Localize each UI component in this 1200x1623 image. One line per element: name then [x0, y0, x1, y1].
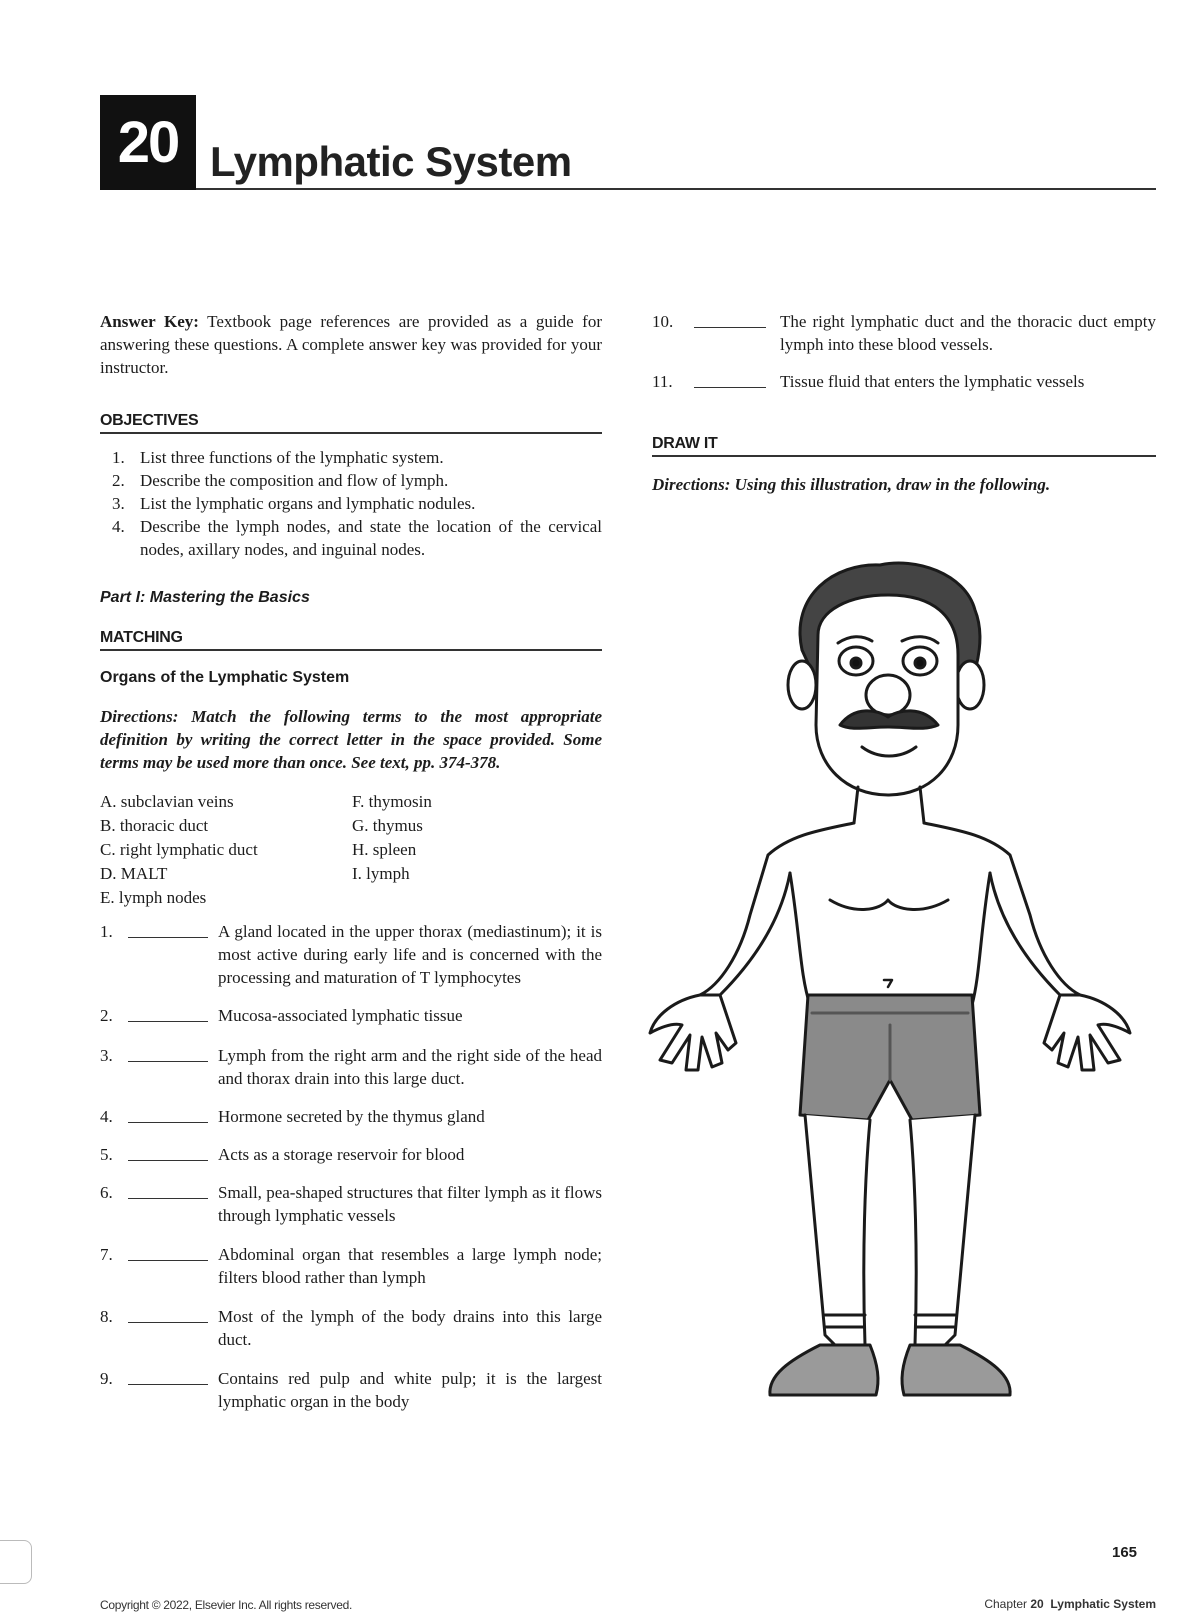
question-item	[100, 1181, 602, 1227]
term-item: H. spleen	[352, 840, 417, 859]
objective-item	[100, 515, 602, 561]
term-column-right	[352, 790, 432, 886]
answer-blank[interactable]	[128, 1021, 208, 1022]
question-text: The right lymphatic duct and the thoracic duct empty lymph into these blood vessels.	[780, 312, 1156, 354]
hand-right	[1044, 995, 1130, 1070]
shoe-right	[902, 1345, 1010, 1395]
objective-item	[100, 469, 602, 492]
question-text: Contains red pulp and white pulp; it is the largest lymphatic organ in the body	[218, 1369, 602, 1411]
term-item: B. thoracic duct	[100, 816, 209, 835]
term-item: C. right lymphatic duct	[100, 840, 258, 859]
matching-heading: MATCHING	[100, 629, 602, 651]
question-text: Tissue fluid that enters the lymphatic vessels	[780, 372, 1085, 391]
term-item: F. thymosin	[352, 792, 432, 811]
objective-text: Describe the composition and flow of lymph.	[140, 471, 449, 490]
term-item: E. lymph nodes	[100, 888, 207, 907]
question-item	[100, 1004, 602, 1027]
question-number: 8.	[100, 1307, 113, 1326]
matching-subheading: Organs of the Lymphatic System	[100, 669, 350, 686]
objectives-heading: OBJECTIVES	[100, 412, 602, 434]
question-text: Mucosa-associated lymphatic tissue	[218, 1006, 463, 1025]
right-column	[652, 310, 1156, 495]
question-item	[100, 1044, 602, 1090]
question-text: A gland located in the upper thorax (mediastinum); it is most active during early life and is concerned with the processing and maturation of T lymphocytes	[218, 922, 602, 987]
question-number: 11.	[652, 372, 673, 391]
answer-blank[interactable]	[128, 1260, 208, 1261]
body-outline-illustration	[640, 555, 1140, 1455]
page-edge-tab	[0, 1540, 32, 1584]
term-item: I. lymph	[352, 864, 410, 883]
objective-item	[100, 446, 602, 469]
term-list	[100, 790, 602, 910]
question-number: 5.	[100, 1145, 113, 1164]
question-number: 7.	[100, 1245, 113, 1264]
left-column	[100, 310, 602, 1413]
running-footer	[984, 1597, 1156, 1611]
objective-text: List three functions of the lymphatic system.	[140, 448, 444, 467]
question-item	[652, 370, 1156, 393]
question-text: Acts as a storage reservoir for blood	[218, 1145, 465, 1164]
chapter-number: 20	[100, 95, 196, 190]
answer-blank[interactable]	[128, 1061, 208, 1062]
answer-blank[interactable]	[128, 1322, 208, 1323]
objective-text: List the lymphatic organs and lymphatic nodules.	[140, 494, 476, 513]
term-item: G. thymus	[352, 816, 423, 835]
answer-blank[interactable]	[128, 1384, 208, 1385]
title-rule	[196, 188, 1156, 190]
question-number: 3.	[100, 1046, 113, 1065]
answer-blank[interactable]	[694, 387, 766, 388]
question-text: Small, pea-shaped structures that filter lymph as it flows through lymphatic vessels	[218, 1183, 602, 1225]
term-item: D. MALT	[100, 864, 168, 883]
answer-blank[interactable]	[128, 1198, 208, 1199]
question-item	[100, 1367, 602, 1413]
answer-blank[interactable]	[694, 327, 766, 328]
question-item	[100, 1305, 602, 1351]
question-number: 10.	[652, 312, 674, 331]
answer-blank[interactable]	[128, 1160, 208, 1161]
draw-it-directions: Directions: Using this illustration, draw in the following.	[652, 475, 1051, 494]
question-number: 1.	[100, 922, 113, 941]
nose	[866, 675, 910, 715]
footer-chapter-title: Lymphatic System	[1050, 1597, 1156, 1611]
objective-text: Describe the lymph nodes, and state the location of the cervical nodes, axillary nodes, and inguinal nodes.	[140, 517, 602, 559]
footer-chapter-prefix: Chapter	[984, 1597, 1031, 1611]
question-item	[100, 1243, 602, 1289]
answer-blank[interactable]	[128, 937, 208, 938]
objective-number: 2.	[112, 471, 125, 490]
question-text: Lymph from the right arm and the right side of the head and thorax drain into this large duct.	[218, 1046, 602, 1088]
question-item	[652, 310, 1156, 356]
question-text: Abdominal organ that resembles a large lymph node; filters blood rather than lymph	[218, 1245, 602, 1287]
matching-directions: Directions: Match the following terms to the most appropriate definition by writing the correct letter in the space provided. Some terms may be used more than once. See text, pp. 374-378.	[100, 707, 602, 772]
draw-it-heading: DRAW IT	[652, 435, 1156, 457]
question-item	[100, 920, 602, 989]
footer-chapter-number: 20	[1030, 1597, 1044, 1611]
term-column-left	[100, 790, 258, 910]
question-item	[100, 1143, 602, 1166]
objective-number: 3.	[112, 494, 125, 513]
ear-right	[956, 661, 984, 709]
answer-blank[interactable]	[128, 1122, 208, 1123]
copyright: Copyright © 2022, Elsevier Inc. All rights reserved.	[100, 1598, 353, 1612]
objective-number: 4.	[112, 517, 125, 536]
leg-left	[805, 1115, 870, 1345]
hand-left	[650, 995, 736, 1070]
part-title: Part I: Mastering the Basics	[100, 589, 310, 606]
question-number: 9.	[100, 1369, 113, 1388]
chapter-title: Lymphatic System	[210, 138, 572, 185]
question-number: 4.	[100, 1107, 113, 1126]
objectives-list	[100, 446, 602, 561]
ear-left	[788, 661, 816, 709]
objective-number: 1.	[112, 448, 125, 467]
question-text: Most of the lymph of the body drains into this large duct.	[218, 1307, 602, 1349]
objective-item	[100, 492, 602, 515]
question-item	[100, 1105, 602, 1128]
question-number: 2.	[100, 1006, 113, 1025]
page-number: 165	[1112, 1544, 1138, 1561]
answer-key-text: Textbook page references are provided as a guide for answering these questions. A complete answer key was provided for your instructor.	[100, 312, 602, 377]
answer-key	[100, 310, 602, 379]
term-item: A. subclavian veins	[100, 792, 234, 811]
question-text: Hormone secreted by the thymus gland	[218, 1107, 485, 1126]
shoe-left	[770, 1345, 878, 1395]
question-number: 6.	[100, 1183, 113, 1202]
leg-right	[910, 1115, 975, 1345]
answer-key-label: Answer Key:	[100, 312, 199, 331]
